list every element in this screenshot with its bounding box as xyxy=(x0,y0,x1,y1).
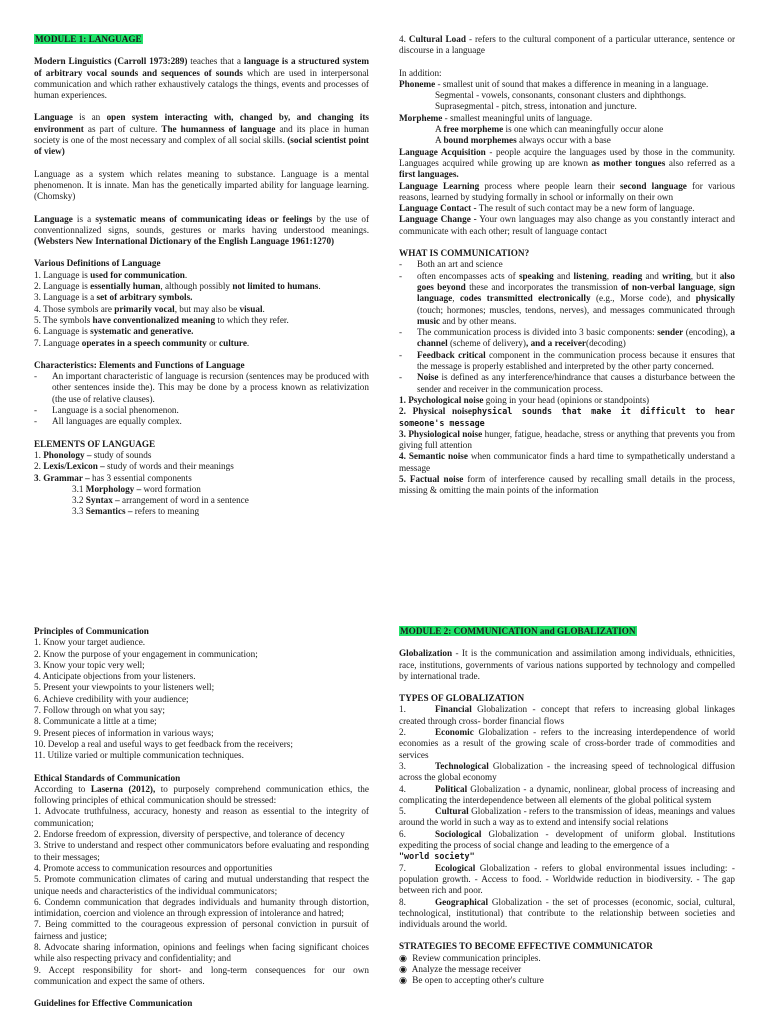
various-definitions-list xyxy=(34,270,369,349)
ethical-intro: According to Laserna (2012), to purposely comprehend communication ethics, the following principles of ethical communication should be stressed: xyxy=(34,783,369,806)
various-definitions-title: Various Definitions of Language xyxy=(34,258,161,269)
list-item: 3.3 Semantics – refers to meaning xyxy=(72,506,200,517)
strategies-list xyxy=(399,953,735,987)
module1-column xyxy=(34,34,369,518)
principles-list xyxy=(34,637,369,761)
list-item: 8. Communicate a little at a time; xyxy=(34,716,157,727)
list-item: 5. Present your viewpoints to your listeners well; xyxy=(34,682,215,693)
definition-carroll: Modern Linguistics (Carroll 1973:289) teaches that a language is a structured system of arbitrary vocal sounds and sequences of sounds which are used in interpersonal communication and which rather exhaustively catalogs the things, events and processes of human experiences. xyxy=(34,56,369,101)
list-item: 5. Factual noise form of interference caused by recalling small details in the process, missing & omitting the main points of the information xyxy=(399,473,735,496)
globalization-type: 5. Cultural Globalization - refers to the transmission of ideas, meanings and values around the world in such a way as to extend and intensify social relations xyxy=(399,806,735,828)
module2-title: MODULE 2: COMMUNICATION and GLOBALIZATION xyxy=(400,626,636,636)
cultural-load: 4. Cultural Load - refers to the cultural component of a particular utterance, sentence or discourse in a language xyxy=(399,34,736,56)
ethical-standards-title: Ethical Standards of Communication xyxy=(34,772,181,783)
list-item: 5. The symbols have conventionalized meaning to which they refer. xyxy=(34,314,289,325)
list-item: 4. Those symbols are primarily vocal, but may also be visual. xyxy=(34,303,265,314)
in-addition: In addition: xyxy=(399,67,442,78)
list-item: 2. Lexis/Lexicon – study of words and their meanings xyxy=(34,461,234,472)
guidelines-title: Guidelines for Effective Communication xyxy=(34,998,193,1009)
strategies-title: STRATEGIES TO BECOME EFFECTIVE COMMUNICATOR xyxy=(399,941,653,952)
radio-bullet-icon: ◉ xyxy=(399,964,408,975)
grammar-components-list xyxy=(34,484,369,518)
bullet-item: - An important characteristic of language is recursion (sentences may be produced with other sentences inside the). This may be done by a process known as relativization (the use of relative clauses). xyxy=(34,371,369,404)
language-concepts-column xyxy=(399,34,735,497)
list-item: A free morpheme is one which can meaningfully occur alone xyxy=(435,124,664,135)
globalization-types-list xyxy=(399,704,735,930)
language-learning: Language Learning process where people learn their second language for various reasons, learned by studying formally in school or informally on their own xyxy=(399,180,735,202)
list-item: 3.2 Syntax – arrangement of word in a sentence xyxy=(72,495,249,506)
list-item: 2. Know the purpose of your engagement in communication; xyxy=(34,648,258,659)
list-item: 2. Endorse freedom of expression, diversity of perspective, and tolerance of decency xyxy=(34,829,345,840)
principles-title: Principles of Communication xyxy=(34,626,149,636)
communication-list xyxy=(399,259,735,395)
globalization-type: 7. Ecological Globalization - refers to global environmental issues including: - population growth. - Access to food. - Worldwide reduction in biodiversity. - The gap between rich and poor. xyxy=(399,862,735,896)
list-item: 9. Present pieces of information in various ways; xyxy=(34,727,214,738)
list-item: 4. Promote access to communication resources and opportunities xyxy=(34,862,273,873)
list-item: 3. Strive to understand and respect other communicators before evaluating and responding to their messages; xyxy=(34,840,369,862)
list-item: 8. Advocate sharing information, opinions and feelings when facing significant choices while also respecting privacy and confidentiality; and xyxy=(34,942,369,964)
strategy-item: ◉ Analyze the message receiver xyxy=(399,964,522,975)
list-item: 6. Condemn communication that degrades individuals and humanity through distortion, intimidation, coercion and violence an through expression of intolerance and hatred; xyxy=(34,896,369,919)
bullet-item: - Noise is defined as any interference/hindrance that causes a disturbance between the sender and receiver in the communication process. xyxy=(399,372,735,394)
module2-column xyxy=(399,626,735,987)
list-item: 6. Language is systematic and generative. xyxy=(34,326,194,337)
types-title: TYPES OF GLOBALIZATION xyxy=(399,693,525,704)
ethical-list xyxy=(34,806,369,987)
globalization-type: 6. Sociological Globalization - development of uniform global. Institutions expediting the process of social change and leading to the emergence of a xyxy=(399,828,735,851)
world-society-note: "world society" xyxy=(399,851,475,862)
characteristics-list xyxy=(34,371,369,427)
list-item: 1. Advocate truthfulness, accuracy, honesty and reason as essential to the integrity of communication; xyxy=(34,806,369,828)
elements-title: ELEMENTS OF LANGUAGE xyxy=(34,438,156,449)
characteristics-title: Characteristics: Elements and Functions of Language xyxy=(34,359,245,370)
language-contact: Language Contact - The result of such contact may be a new form of language. xyxy=(399,203,695,214)
phoneme-sublist xyxy=(399,90,735,113)
language-acquisition: Language Acquisition - people acquire the languages used by those in the community. Languages acquired while growing up are known as mother tongues also referred as a first languages. xyxy=(399,146,735,180)
list-item: 3. Grammar – has 3 essential components xyxy=(34,472,192,483)
list-item: 1. Know your target audience. xyxy=(34,637,146,648)
bullet-item: - often encompasses acts of speaking and listening, reading and writing, but it also goes beyond these and incorporates the transmission of non-verbal language, sign language, codes transmitted electronically (e.g., Morse code), and physically (touch; hormones; muscles, tendons, nerves), and messages communicated through music and by other means. xyxy=(399,270,736,326)
module1-title: MODULE 1: LANGUAGE xyxy=(35,34,142,44)
list-item: 9. Accept responsibility for short- and long-term consequences for our own communication and expect the same of others. xyxy=(34,964,369,986)
list-item: A bound morphemes always occur with a base xyxy=(435,135,611,146)
list-item: 7. Follow through on what you say; xyxy=(34,705,165,716)
radio-bullet-icon: ◉ xyxy=(399,975,408,986)
list-item: 5. Promote communication climates of caring and mutual understanding that respect the unique needs and characteristics of the individual communicators; xyxy=(34,874,369,896)
bullet-item: - Both an art and science xyxy=(399,259,503,270)
definition-websters: Language is a systematic means of communicating ideas or feelings by the use of conventionnalized signs, sounds, gestures or marks having understood meanings. (Websters New International Dictionary of the English Language 1961:1270) xyxy=(34,213,369,247)
radio-bullet-icon: ◉ xyxy=(399,952,408,963)
bullet-item: - Feedback critical component in the communication process because it ensures that the message is properly established and interpreted by the other party concerned. xyxy=(399,349,735,372)
noise-types-list xyxy=(399,395,735,497)
list-item: 4. Anticipate objections from your listeners. xyxy=(34,671,196,682)
strategy-item: ◉ Be open to accepting other's culture xyxy=(399,975,544,986)
list-item: 1. Psychological noise going in your head (opinions or standpoints) xyxy=(399,394,650,405)
bullet-item: - The communication process is divided into 3 basic components: sender (encoding), a channel (scheme of delivery), and a receiver(decoding) xyxy=(399,327,735,349)
bullet-item: - All languages are equally complex. xyxy=(34,416,182,427)
list-item: 3. Physiological noise hunger, fatigue, headache, stress or anything that prevents you from giving full attention xyxy=(399,428,735,451)
list-item: Segmental - vowels, consonants, consonant clusters and diphthongs. xyxy=(435,90,687,101)
globalization-definition: Globalization - It is the communication and assimilation among individuals, ethnicities, race, institutions, governments of various nations supported by technology and compelled by international trade. xyxy=(399,648,735,681)
strategy-item: ◉ Review communication principles. xyxy=(399,952,541,963)
list-item: Suprasegmental - pitch, stress, intonation and juncture. xyxy=(435,101,637,112)
morpheme-sublist xyxy=(399,124,735,147)
globalization-type: 8. Geographical Globalization - the set of processes (economic, social, cultural, technological, institutional) that contribute to the relationship between societies and individuals around the world. xyxy=(399,896,735,930)
list-item: 3. Language is a set of arbitrary symbols. xyxy=(34,292,193,303)
list-item: 10. Develop a real and useful ways to get feedback from the receivers; xyxy=(34,738,293,749)
list-item: 2. Physical noisephysical sounds that make it difficult to hear someone's message xyxy=(399,406,735,428)
phoneme-definition: Phoneme - smallest unit of sound that makes a difference in meaning in a language. xyxy=(399,78,709,89)
list-item: 7. Being committed to the courageous expression of personal conviction in pursuit of fairness and justice; xyxy=(34,919,369,941)
list-item: 4. Semantic noise when communicator finds a hard time to sympathetically understand a message xyxy=(399,451,735,473)
bullet-item: - Language is a social phenomenon. xyxy=(34,405,179,416)
definition-open-system: Language is an open system interacting with, changed by, and changing its environment as part of culture. The humanness of language and its place in human society is one of the most necessary and complex of all social skills. (social scientist point of view) xyxy=(34,112,369,157)
list-item: 1. Language is used for communication. xyxy=(34,269,188,280)
definition-chomsky: Language as a system which relates meaning to substance. Language is a mental phenomenon. It is innate. Man has the genetically imparted ability for language learning. (Chomsky) xyxy=(34,168,369,202)
morpheme-definition: Morpheme - smallest meaningful units of language. xyxy=(399,112,593,123)
list-item: 3. Know your topic very well; xyxy=(34,659,145,670)
language-change: Language Change - Your own languages may also change as you constantly interact and communicate with each other; result of language contact xyxy=(399,214,735,236)
globalization-type: 1. Financial Globalization - concept that refers to increasing global linkages created through cross- border financial flows xyxy=(399,704,735,726)
what-is-communication-title: WHAT IS COMMUNICATION? xyxy=(399,248,530,259)
list-item: 1. Phonology – study of sounds xyxy=(34,449,152,460)
list-item: 3.1 Morphology – word formation xyxy=(72,483,201,494)
principles-column xyxy=(34,626,369,1010)
list-item: 7. Language operates in a speech community or culture. xyxy=(34,337,250,348)
globalization-type: 3. Technological Globalization - the increasing speed of technological diffusion across the global economy xyxy=(399,760,735,783)
list-item: 6. Achieve credibility with your audience; xyxy=(34,693,189,704)
globalization-type: 2. Economic Globalization - refers to the increasing interdependence of world economies as a result of the growing scale of cross-border trade of commodities and services xyxy=(399,727,735,760)
list-item: 2. Language is essentially human, although possibly not limited to humans. xyxy=(34,281,321,292)
elements-list xyxy=(34,450,369,484)
list-item: 11. Utilize varied or multiple communication techniques. xyxy=(34,750,244,761)
globalization-type: 4. Political Globalization - a dynamic, nonlinear, global process of increasing and complicating the interdependence between all elements of the global political system xyxy=(399,783,735,805)
